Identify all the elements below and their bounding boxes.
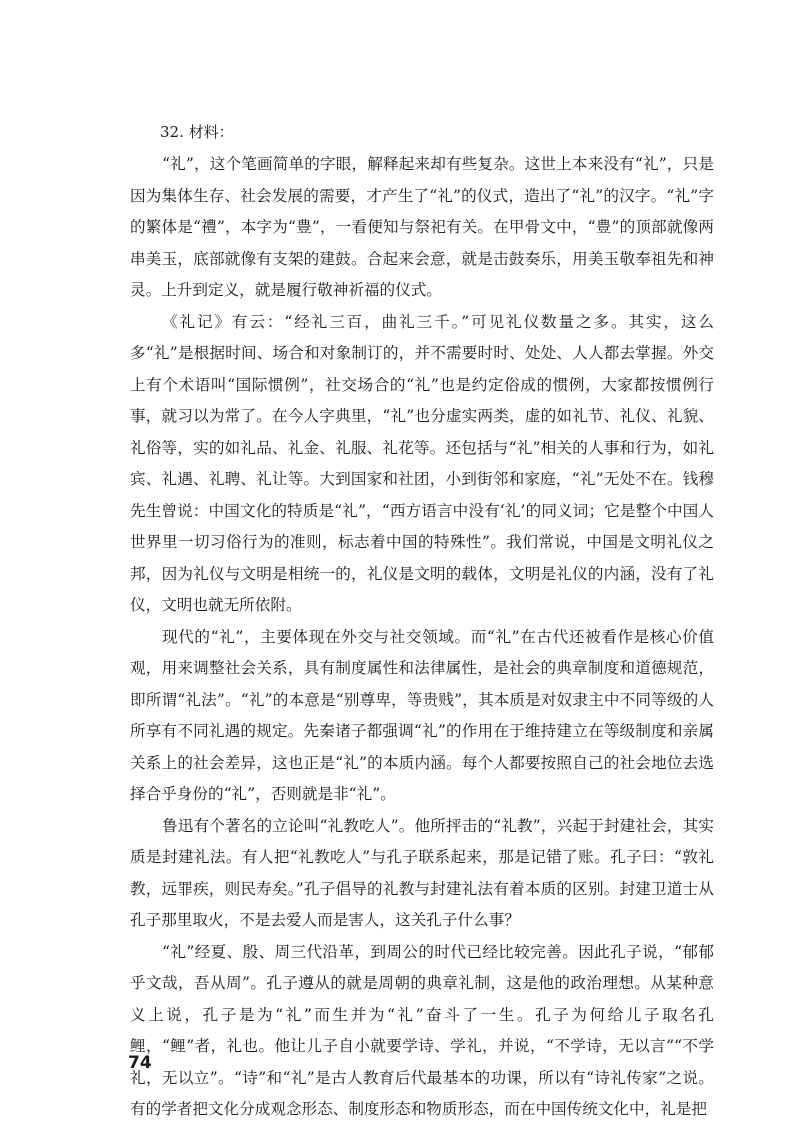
paragraph-1: “礼”，这个笔画简单的字眼，解释起来却有些复杂。这世上本来没有“礼”，只是因为集体生存、社会发展的需要，才产生了“礼”的仪式，造出了“礼”的汉字。“礼”字的繁体是“禮”，本字为“豊”，一看便知与祭祀有关。在甲骨文中，“豊”的顶部就像两串美玉，底部就像有支架的建鼓。合起来会意，就是击鼓奏乐，用美玉敬奉祖先和神灵。上升到定义，就是履行敬神祈福的仪式。 [130,155,714,299]
paragraph-3: 现代的“礼”，主要体现在外交与社交领域。而“礼”在古代还被看作是核心价值观，用来调整社会关系，具有制度属性和法律属性，是社会的典章制度和道德规范，即所谓“礼法”。“礼”的本意是“别尊卑，等贵贱”，其本质是对奴隶主中不同等级的人所享有不同礼遇的规定。先秦诸子都强调“礼”的作用在于维持建立在等级制度和亲属关系上的社会差异，这也正是“礼”的本质内涵。每个人都要按照自己的社会地位去选择合乎身份的“礼”，否则就是非“礼”。 [130,627,714,803]
question-heading: 32. 材料： [160,123,234,141]
page-number: 74 [128,1053,152,1073]
paragraph-2: 《礼记》有云：“经礼三百，曲礼三千。”可见礼仪数量之多。其实，这么多“礼”是根据时间、场合和对象制订的，并不需要时时、处处、人人都去掌握。外交上有个术语叫“国际惯例”，社交场合的“礼”也是约定俗成的惯例，大家都按惯例行事，就习以为常了。在今人字典里，“礼”也分虚实两类，虚的如礼节、礼仪、礼貌、礼俗等，实的如礼品、礼金、礼服、礼花等。还包括与“礼”相关的人事和行为，如礼宾、礼遇、礼聘、礼让等。大到国家和社团，小到街邻和家庭，“礼”无处不在。钱穆先生曾说：中国文化的特质是“礼”，“西方语言中没有‘礼’的同义词；它是整个中国人世界里一切习俗行为的准则，标志着中国的特殊性”。我们常说，中国是文明礼仪之邦，因为礼仪与文明是相统一的，礼仪是文明的载体，文明是礼仪的内涵，没有了礼仪，文明也就无所依附。 [130,312,714,614]
paragraph-4: 鲁迅有个著名的立论叫“礼教吃人”。他所抨击的“礼教”，兴起于封建社会，其实质是封建礼法。有人把“礼教吃人”与孔子联系起来，那是记错了账。孔子曰：“敦礼教，远罪疾，则民寿矣。”孔子倡导的礼教与封建礼法有着本质的区别。封建卫道士从孔子那里取火，不是去爱人而是害人，这关孔子什么事？ [130,816,714,929]
paragraph-5: “礼”经夏、殷、周三代沿革，到周公的时代已经比较完善。因此孔子说，“郁郁乎文哉，吾从周”。孔子遵从的就是周朝的典章礼制，这是他的政治理想。从某种意义上说，孔子是为“礼”而生并为“礼”奋斗了一生。孔子为何给儿子取名孔鲤，“鲤”者，礼也。他让儿子自小就要学诗、学礼，并说，“不学诗，无以言”“不学礼，无以立”。“诗”和“礼”是古人教育后代最基本的功课，所以有“诗礼传家”之说。有的学者把文化分成观念形态、制度形态和物质形态，而在中国传统文化中，礼是把 [130,942,714,1118]
document-body [130,118,714,1126]
